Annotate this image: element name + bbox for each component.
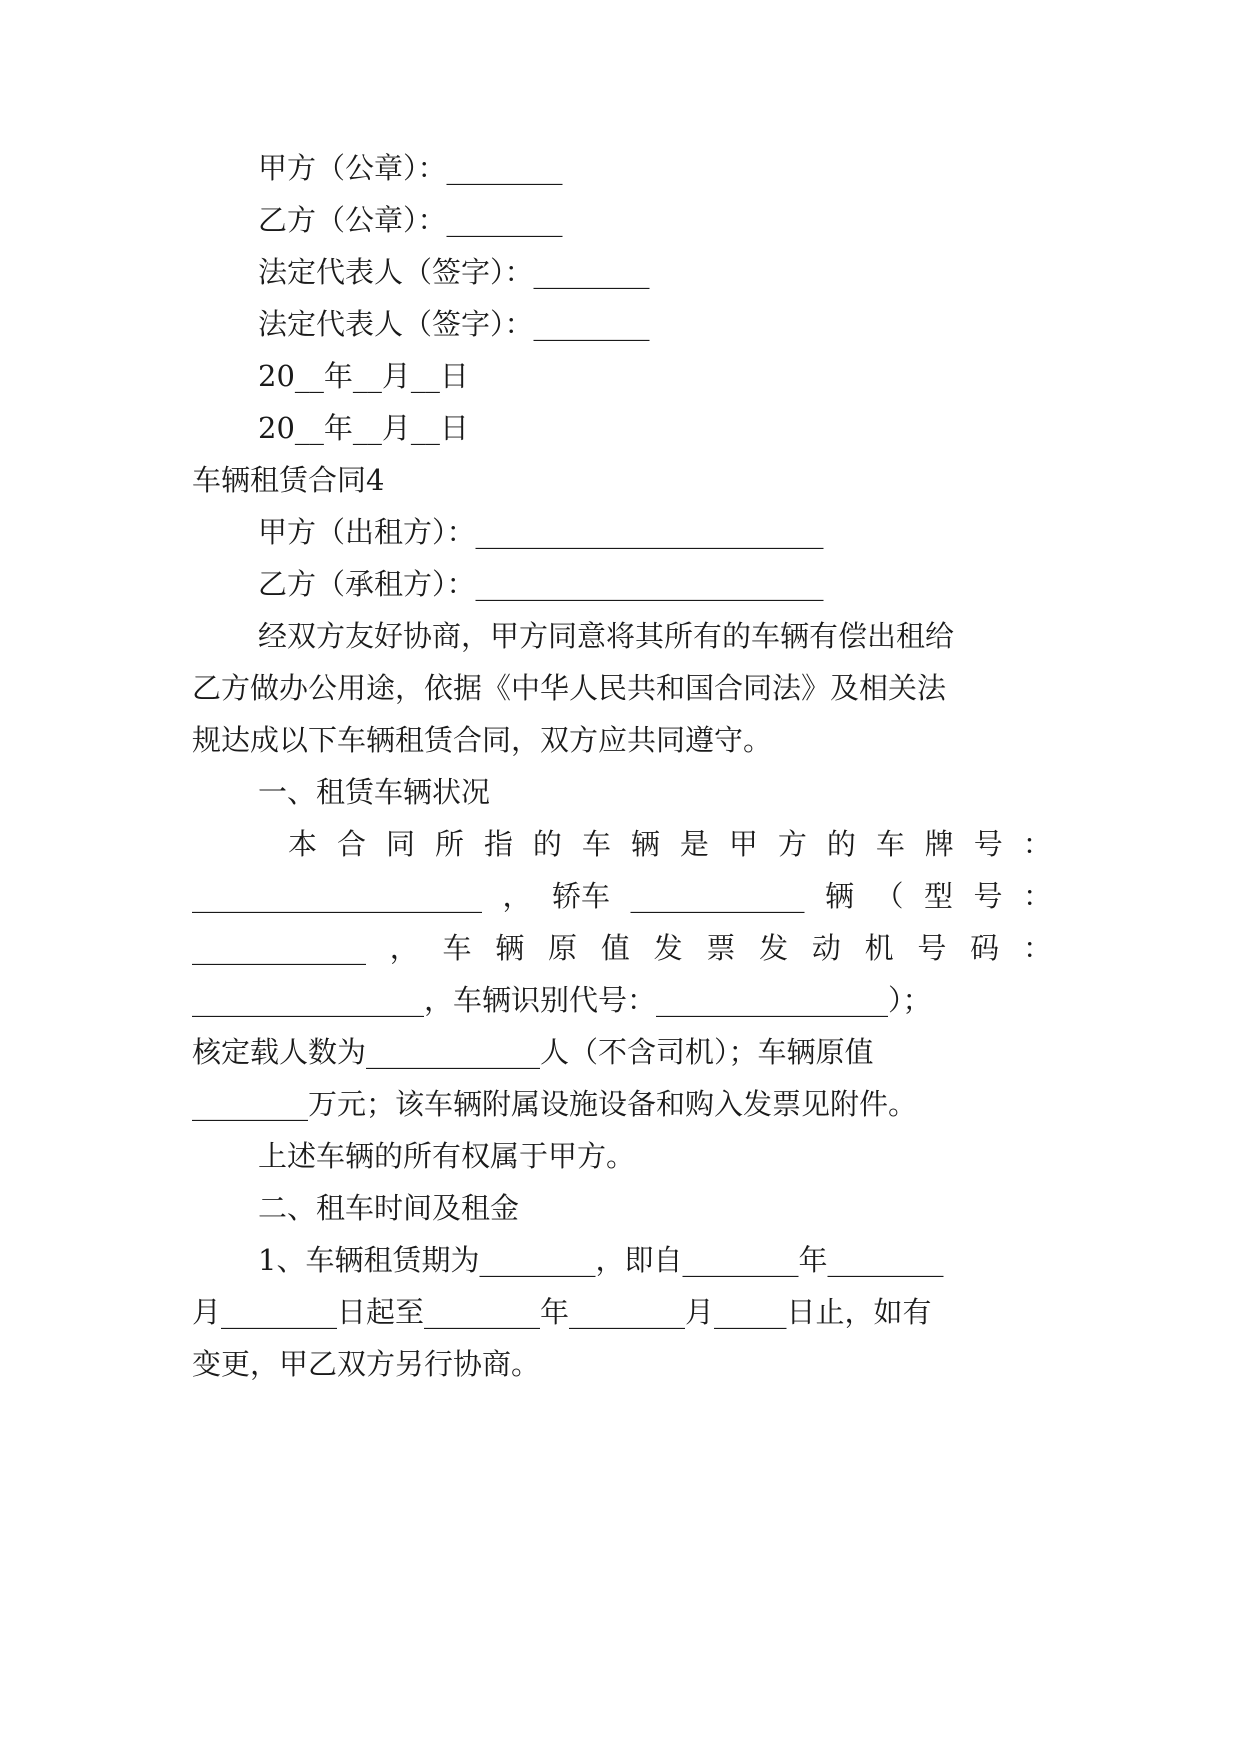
lessor-line: 甲方（出租方）：________________________ bbox=[258, 515, 824, 549]
s1-l1-char: ： bbox=[1022, 827, 1052, 861]
section-1-heading: 一、租赁车辆状况 bbox=[258, 775, 491, 809]
s1-line-4: ________________，车辆识别代号：________________）； bbox=[192, 983, 932, 1017]
s2-line-3: 变更，甲乙双方另行协商。 bbox=[192, 1347, 541, 1381]
s1-l1-char: 同 bbox=[385, 827, 415, 861]
lessee-line: 乙方（承租方）：________________________ bbox=[258, 567, 824, 601]
s1-line-2 bbox=[192, 876, 1052, 916]
s1-l1-char: 车 bbox=[581, 827, 611, 861]
model-blank: ____________ bbox=[192, 931, 366, 965]
s1-line-3 bbox=[192, 928, 1052, 968]
s1-l3-char: 机 bbox=[864, 931, 894, 965]
s1-l1-char: 所 bbox=[434, 827, 464, 861]
s1-l3-char: 发 bbox=[653, 931, 683, 965]
s1-l3-char: 码 bbox=[970, 931, 1000, 965]
section-2-heading: 二、租车时间及租金 bbox=[258, 1191, 520, 1225]
s1-line-1 bbox=[288, 824, 1052, 864]
s1-l2-segment: （ bbox=[874, 879, 904, 913]
s1-l1-char: 指 bbox=[483, 827, 513, 861]
rep-a-signature-line: 法定代表人（签字）：________ bbox=[258, 255, 650, 289]
s1-l1-char: 是 bbox=[679, 827, 709, 861]
s1-l2-segment: ， bbox=[502, 879, 532, 913]
s1-l3-char: 票 bbox=[706, 931, 736, 965]
intro-line-3: 规达成以下车辆租赁合同，双方应共同遵守。 bbox=[192, 723, 773, 757]
s1-l2-segment: 轿车 bbox=[551, 879, 610, 913]
party-a-seal-line: 甲方（公章）：________ bbox=[258, 151, 563, 185]
party-b-seal-line: 乙方（公章）：________ bbox=[258, 203, 563, 237]
s1-l3-char: ： bbox=[1022, 931, 1052, 965]
s1-l3-char: 车 bbox=[442, 931, 472, 965]
s1-l1-char: 号 bbox=[973, 827, 1003, 861]
s1-l2-segment: ： bbox=[1022, 879, 1052, 913]
s1-line-6: ________万元；该车辆附属设施设备和购入发票见附件。 bbox=[192, 1087, 918, 1121]
s1-l1-char: 本 bbox=[288, 827, 318, 861]
s1-l3-char: 发 bbox=[759, 931, 789, 965]
s2-line-1: 1、车辆租赁期为________，即自________年________ bbox=[258, 1243, 944, 1277]
s1-l3-char: 动 bbox=[811, 931, 841, 965]
s1-l3-char: ， bbox=[389, 931, 419, 965]
s1-l3-char: 辆 bbox=[495, 931, 525, 965]
s2-line-2: 月________日起至________年________月_____日止，如有 bbox=[192, 1295, 932, 1329]
s1-l3-char: 值 bbox=[600, 931, 630, 965]
intro-line-2: 乙方做办公用途，依据《中华人民共和国合同法》及相关法 bbox=[192, 671, 947, 705]
rep-b-signature-line: 法定代表人（签字）：________ bbox=[258, 307, 650, 341]
date-a-line: 20__年__月__日 bbox=[258, 359, 469, 393]
s1-l3-char: 号 bbox=[917, 931, 947, 965]
contract-title: 车辆租赁合同4 bbox=[192, 463, 385, 497]
s1-l1-char: 的 bbox=[826, 827, 856, 861]
s1-l1-char: 方 bbox=[777, 827, 807, 861]
s1-l3-char: 原 bbox=[548, 931, 578, 965]
s1-l1-char: 辆 bbox=[630, 827, 660, 861]
s1-l1-char: 牌 bbox=[924, 827, 954, 861]
s1-l1-char: 甲 bbox=[728, 827, 758, 861]
intro-line-1: 经双方友好协商，甲方同意将其所有的车辆有偿出租给 bbox=[258, 619, 955, 653]
s1-l2-segment: 辆 bbox=[824, 879, 854, 913]
car-count-blank: ____________ bbox=[630, 879, 805, 913]
s1-l2-segment: 型 bbox=[923, 879, 953, 913]
date-b-line: 20__年__月__日 bbox=[258, 411, 469, 445]
s1-l1-char: 的 bbox=[532, 827, 562, 861]
plate-number-blank: ____________________ bbox=[192, 879, 482, 913]
s1-l1-char: 合 bbox=[336, 827, 366, 861]
s1-l1-char: 车 bbox=[875, 827, 905, 861]
ownership-line: 上述车辆的所有权属于甲方。 bbox=[258, 1139, 636, 1173]
s1-line-5: 核定载人数为____________人（不含司机）；车辆原值 bbox=[192, 1035, 874, 1069]
s1-l2-segment: 号 bbox=[973, 879, 1003, 913]
